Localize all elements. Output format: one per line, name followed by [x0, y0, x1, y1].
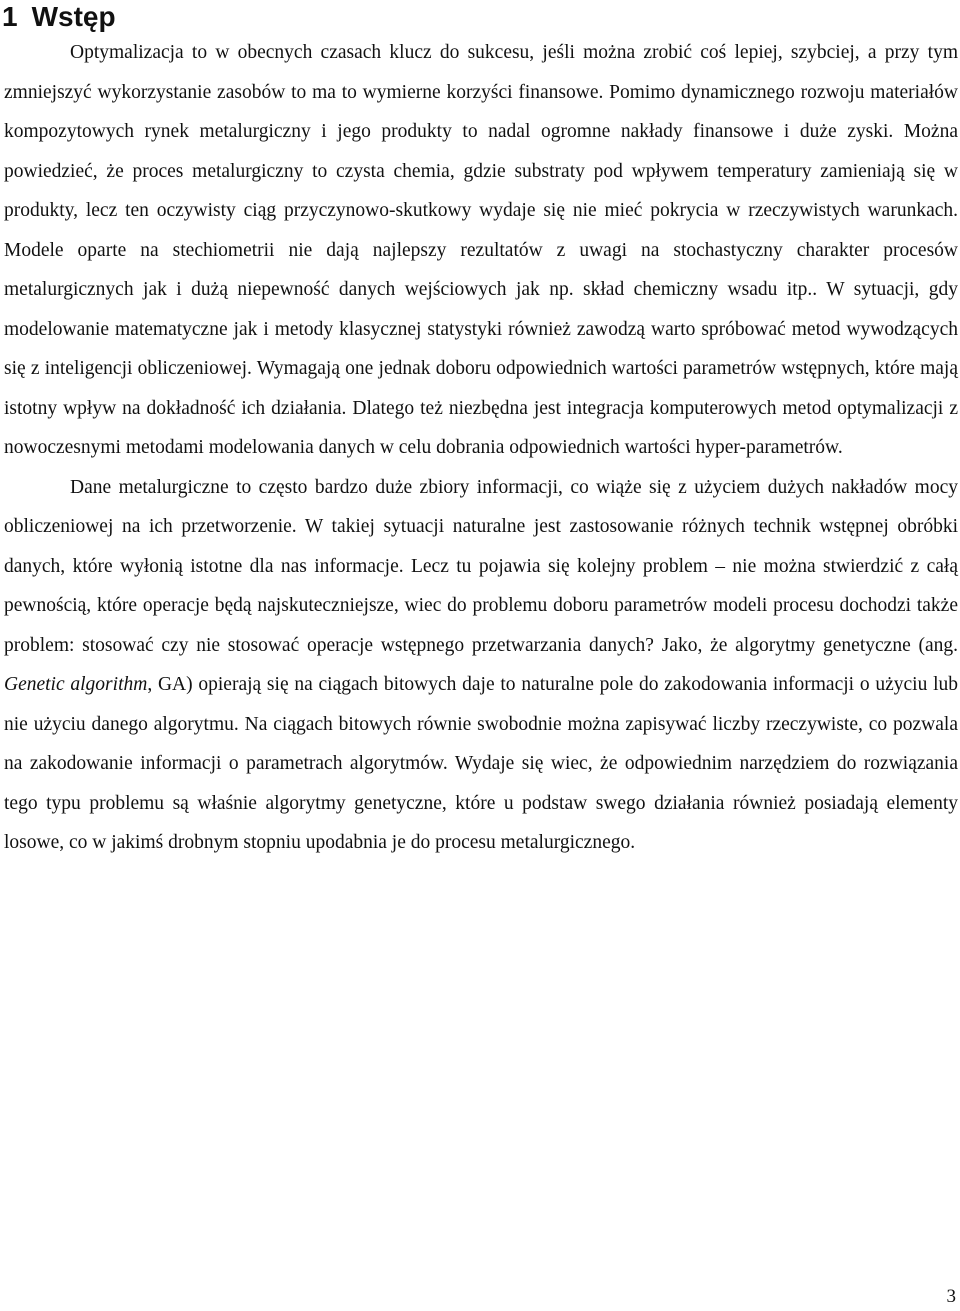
paragraph-1-text: Optymalizacja to w obecnych czasach klucz do sukcesu, jeśli można zrobić coś lepiej, szybciej, a przy tym zmniejszyć wykorzystanie zasobów to ma to wymierne korzyści finansowe. Pomimo dynamicznego rozwoju materiałów kompozytowych rynek metalurgiczny i jego produkty to nadal ogromne nakłady finansowe i duże zyski. Można powiedzieć, że proces metalurgiczny to czysta chemia, gdzie substraty pod wpływem temperatury zamieniają się w produkty, lecz ten oczywisty ciąg przyczynowo-skutkowy wydaje się nie mieć pokrycia w rzeczywistych warunkach. Modele oparte na stechiometrii nie dają najlepszy rezultatów z uwagi na stochastyczny charakter procesów metalurgicznych jak i dużą niepewność danych wejściowych jak np. skład chemiczny wsadu itp.. W sytuacji, gdy modelowanie matematyczne jak i metody klasycznej statystyki również zawodzą warto spróbować metod wywodzących się z inteligencji obliczeniowej. Wymagają one jednak doboru odpowiednich wartości parametrów wstępnych, które mają istotny wpływ na dokładność ich działania. Dlatego też niezbędna jest integracja komputerowych metod optymalizacji z nowoczesnymi metodami modelowania danych w celu dobrania odpowiednich wartości hyper-parametrów. [4, 42, 958, 458]
section-title: Wstęp [31, 1, 116, 32]
section-heading [2, 0, 116, 34]
paragraph-1 [4, 33, 958, 468]
section-number: 1 [2, 1, 18, 32]
paragraph-2-term-italic: Genetic algorithm [4, 674, 148, 695]
body-text [4, 33, 958, 863]
paragraph-2-text-a: Dane metalurgiczne to często bardzo duże zbiory informacji, co wiąże się z użyciem dużych nakładów mocy obliczeniowej na ich przetworzenie. W takiej sytuacji naturalne jest zastosowanie różnych technik wstępnej obróbki danych, które wyłonią istotne dla nas informacje. Lecz tu pojawia się kolejny problem – nie można stwierdzić z całą pewnością, które operacje będą najskuteczniejsze, wiec do problemu doboru parametrów modeli procesu dochodzi także problem: stosować czy nie stosować operacje wstępnego przetwarzania danych? Jako, że algorytmy genetyczne (ang. [4, 476, 958, 656]
paragraph-2 [4, 468, 958, 863]
paragraph-2-text-b: , GA) opierają się na ciągach bitowych daje to naturalne pole do zakodowania informacji o użyciu lub nie użyciu danego algorytmu. Na ciągach bitowych równie swobodnie można zapisywać liczby rzeczywiste, co pozwala na zakodowanie informacji o parametrach algorytmów. Wydaje się wiec, że odpowiednim narzędziem do rozwiązania tego typu problemu są właśnie algorytmy genetyczne, które u podstaw swego działania również posiadają elementy losowe, co w jakimś drobnym stopniu upodabnia je do procesu metalurgicznego. [4, 674, 958, 853]
page-number: 3 [946, 1286, 956, 1307]
